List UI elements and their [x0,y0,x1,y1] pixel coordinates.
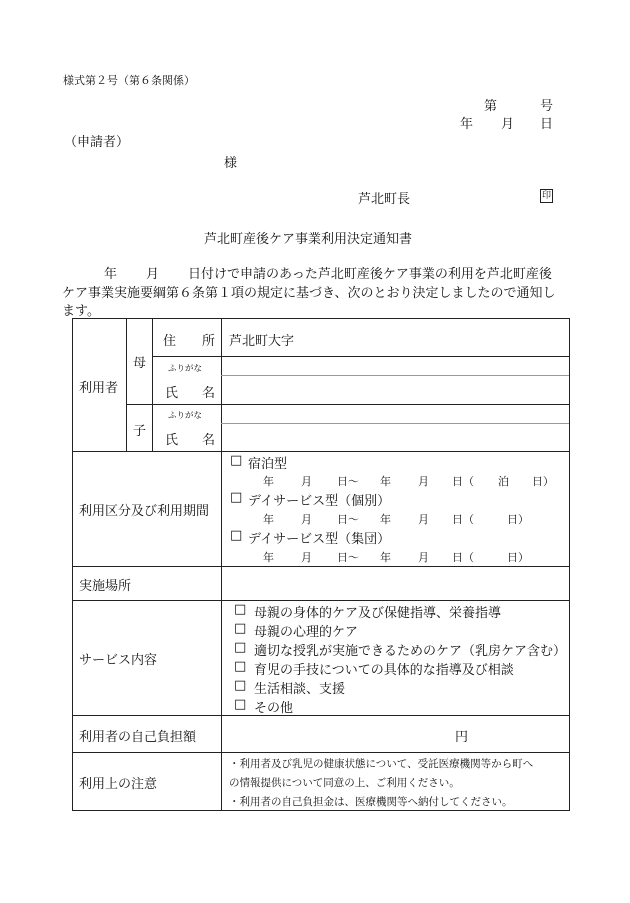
honorific: 様 [224,156,238,171]
intro-line3: ます。 [62,304,100,319]
period-month: 月 [301,513,312,526]
intro-line1: 日付けで申請のあった芦北町産後ケア事業の利用を芦北町産後 [188,267,552,282]
category-label: 利用区分及び利用期間 [79,504,210,519]
period-day: 日（ [452,475,474,488]
service-physical-care-label: 母親の身体的ケア及び保健指導、栄養指導 [254,606,502,621]
service-checkbox-childcare-guidance[interactable]: □ [234,659,247,674]
service-checkbox-psychological-care[interactable]: □ [234,621,247,636]
category-checkbox-lodging[interactable]: □ [230,453,243,468]
period-month: 月 [301,551,312,564]
service-checkbox-breastfeeding-care[interactable]: □ [234,640,247,655]
address-value: 芦北町大字 [229,334,295,349]
user-label: 利用者 [79,381,119,396]
category-day-group-label: デイサービス型（集団） [248,532,391,547]
seal-mark: 印 [541,191,551,201]
place-label: 実施場所 [79,579,132,594]
intro-year: 年 [104,267,118,282]
category-checkbox-day-group[interactable]: □ [230,528,243,543]
document-title: 芦北町産後ケア事業利用決定通知書 [204,232,413,247]
applicant-label: （申請者） [64,135,130,150]
intro-line2: ケア事業実施要綱第６条第１項の規定に基づき、次のとおり決定しましたので通知し [62,286,556,301]
mother-label: 母 [133,356,147,371]
mother-furigana-label: ふりがな [168,364,203,374]
notes-label: 利用上の注意 [79,777,158,792]
period-year: 年 [380,513,391,526]
child-name-label-2: 名 [202,433,216,448]
category-checkbox-day-individual[interactable]: □ [230,490,243,505]
period-nights-unit: 泊 [498,475,509,488]
period-days-close: 日） [507,551,529,564]
period-day: 日（ [452,513,474,526]
period-day: 日〜 [337,513,359,526]
service-psychological-care-label: 母親の心理的ケア [254,625,359,640]
form-number: 様式第２号（第６条関係） [63,74,195,87]
note-line-1: ・利用者及び乳児の健康状態について、受託医療機関等から町へ [229,758,534,770]
category-lodging-label: 宿泊型 [248,457,288,472]
child-label: 子 [133,424,147,439]
mother-name-label-2: 名 [202,386,216,401]
service-checkbox-other[interactable]: □ [234,697,247,712]
service-childcare-guidance-label: 育児の手技についての具体的な指導及び相談 [254,663,514,678]
fee-label: 利用者の自己負担額 [79,730,197,745]
service-checkbox-physical-care[interactable]: □ [234,602,247,617]
period-year: 年 [380,551,391,564]
period-day: 日〜 [337,475,359,488]
issuer: 芦北町長 [358,192,411,207]
doc-number-prefix: 第 [484,99,498,114]
fee-unit: 円 [455,730,469,745]
category-day-individual-label: デイサービス型（個別） [248,494,391,509]
period-year: 年 [263,475,274,488]
note-line-3: ・利用者の自己負担金は、医療機関等へ納付してください。 [229,796,513,808]
period-year: 年 [263,551,274,564]
period-days-close: 日） [532,475,554,488]
period-month: 月 [418,513,429,526]
period-year: 年 [380,475,391,488]
date-day: 日 [540,117,554,132]
intro-month: 月 [146,267,160,282]
doc-number-suffix: 号 [540,99,554,114]
mother-name-label-1: 氏 [165,386,179,401]
period-year: 年 [263,513,274,526]
service-breastfeeding-care-label: 適切な授乳が実施できるためのケア（乳房ケア含む） [254,644,567,659]
period-days-close: 日） [507,513,529,526]
period-month: 月 [418,475,429,488]
service-life-support-label: 生活相談、支援 [254,682,346,697]
period-month: 月 [301,475,312,488]
address-label-1: 住 [163,334,177,349]
service-checkbox-life-support[interactable]: □ [234,678,247,693]
child-name-label-1: 氏 [165,433,179,448]
period-day: 日〜 [337,551,359,564]
service-other-label: その他 [254,701,294,716]
note-line-2: の情報提供について同意の上、ご利用ください。 [229,777,460,789]
period-month: 月 [418,551,429,564]
period-day: 日（ [452,551,474,564]
address-label-2: 所 [202,334,216,349]
date-month: 月 [501,117,515,132]
service-label: サービス内容 [79,653,158,668]
date-year: 年 [460,117,474,132]
child-furigana-label: ふりがな [168,411,203,421]
